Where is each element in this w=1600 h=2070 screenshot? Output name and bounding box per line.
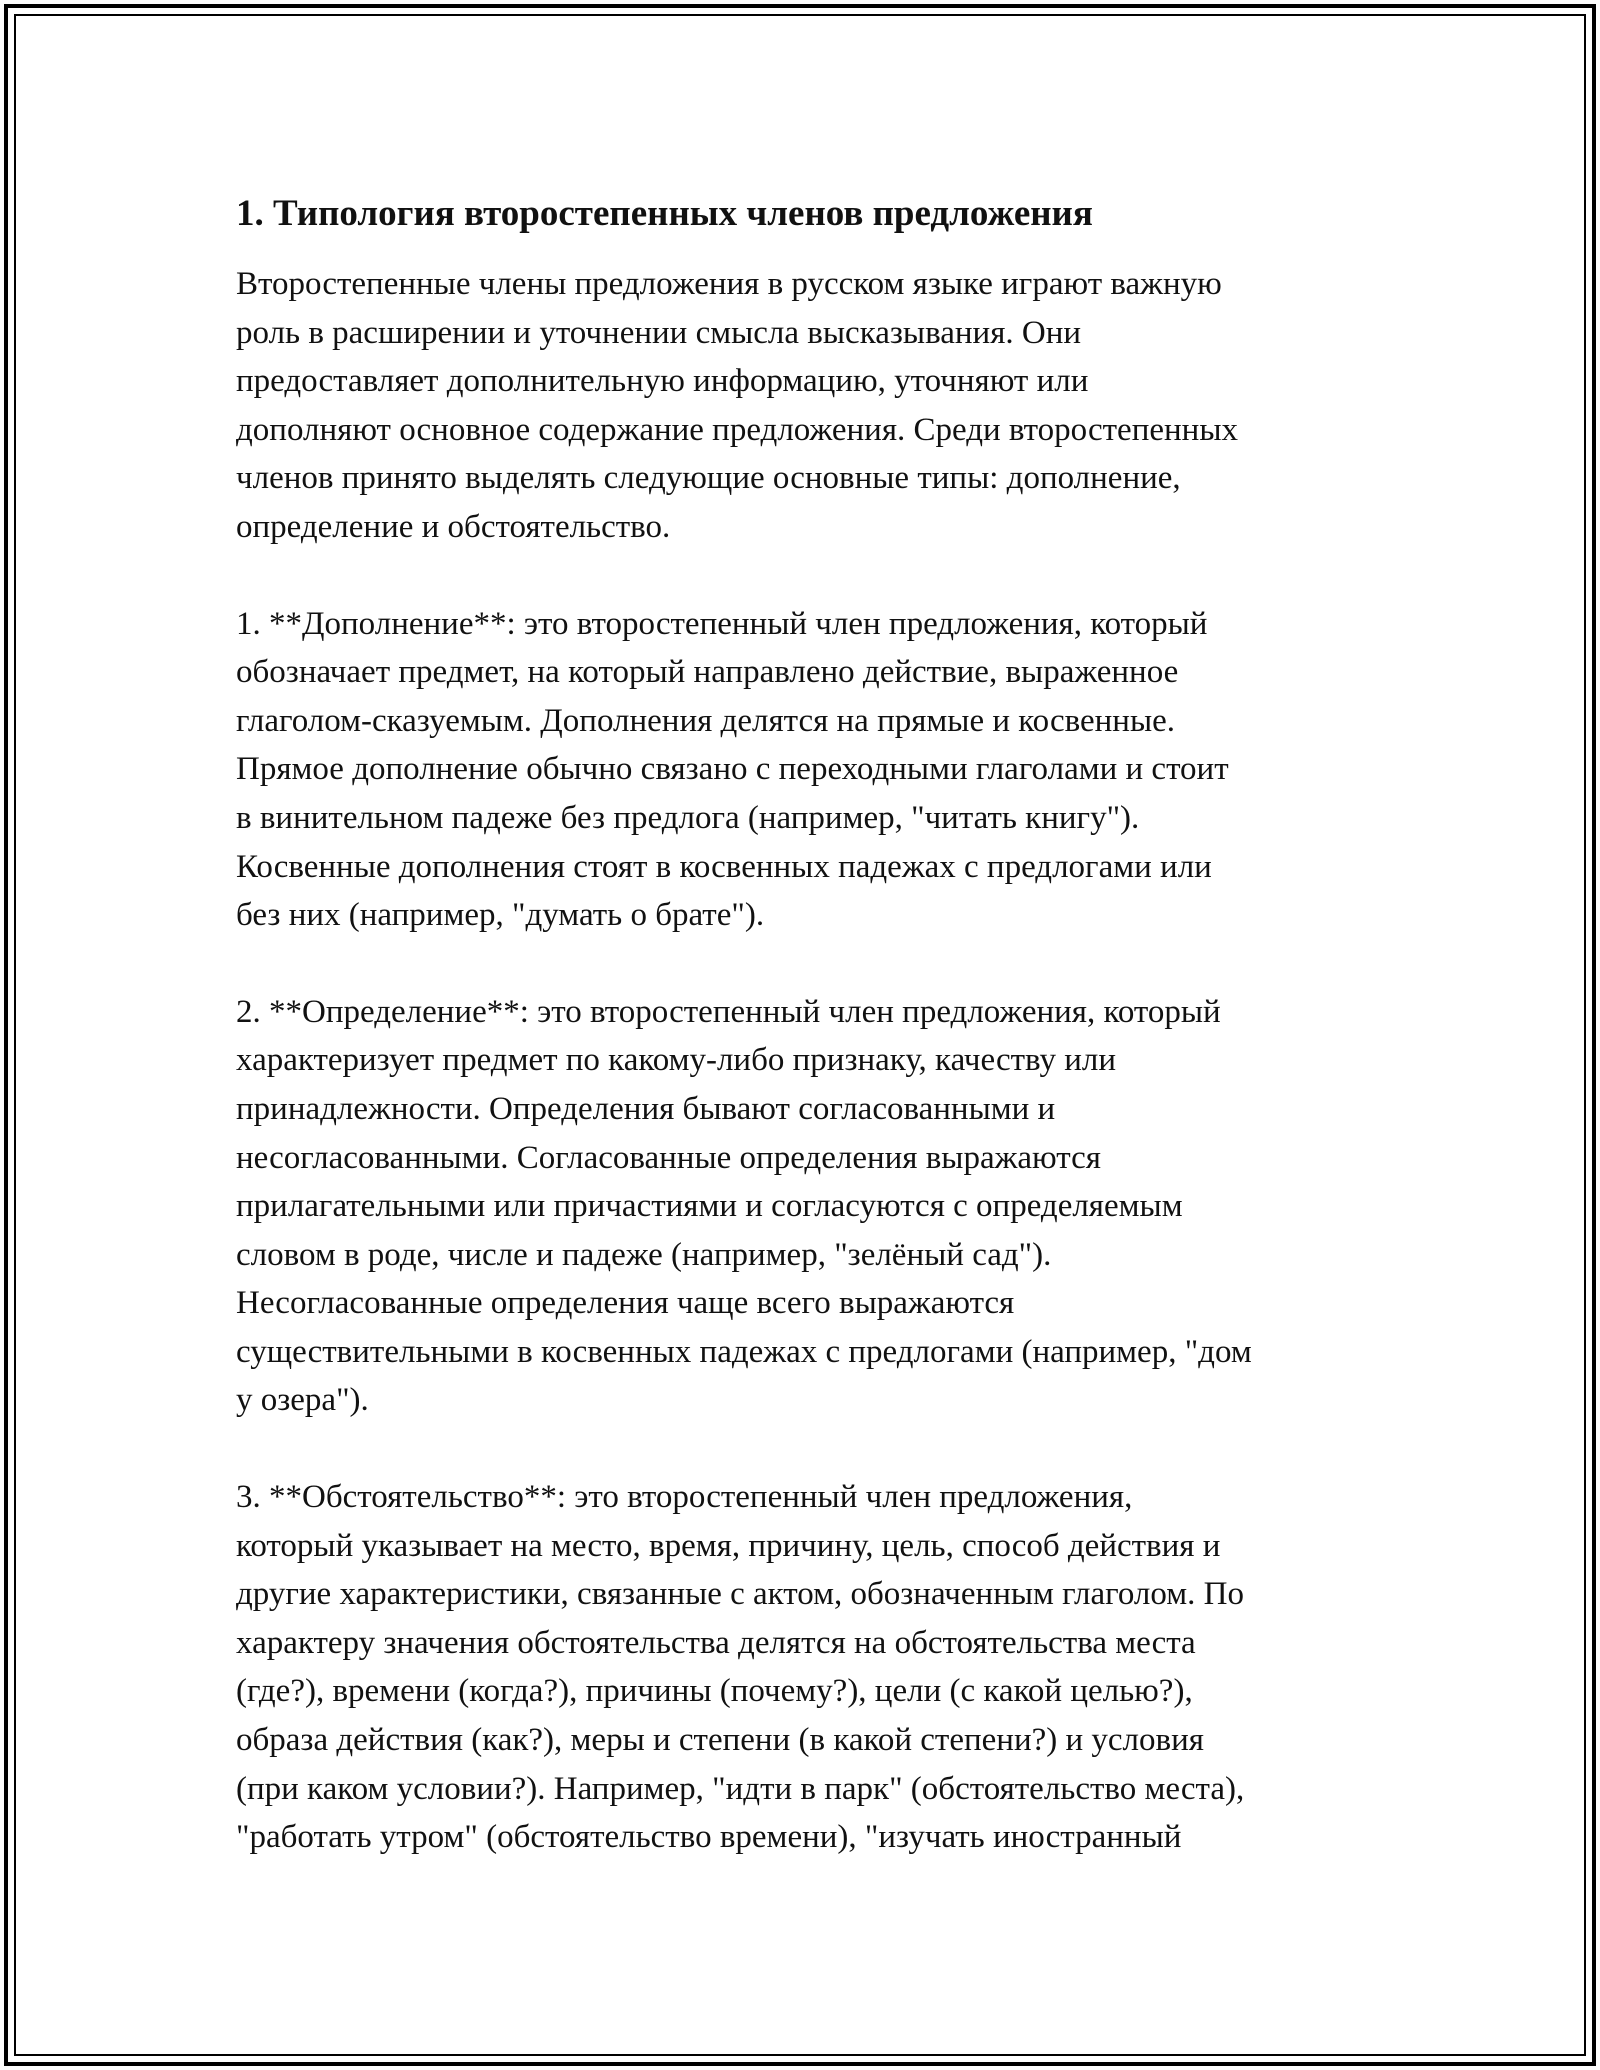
paragraph-dopolnenie: 1. **Дополнение**: это второстепенный член предложения, который обозначает предмет, на который направлено действие, выраженное глаголом-сказуемым. Дополнения делятся на прямые и косвенные. Прямое дополнение обычно связано с переходными глаголами и стоит в винительном падеже без предлога (например, "читать книгу"). Косвенные дополнения стоят в косвенных падежах с предлогами или без них (например, "думать о брате"). [236, 605, 1229, 934]
paragraph-intro: Второстепенные члены предложения в русском языке играют важную роль в расширении и уточнении смысла высказывания. Они предоставляет дополнительную информацию, уточняют или дополняют основное содержание предложения. Среди второстепенных членов принято выделять следующие основные типы: дополнение, определение и обстоятельство. [236, 266, 1239, 545]
section-heading: 1. Типология второстепенных членов предложения [236, 193, 1093, 234]
document-body [236, 186, 1366, 1910]
paragraph-opredelenie: 2. **Определение**: это второстепенный член предложения, который характеризует предмет по какому-либо признаку, качеству или принадлежности. Определения бывают согласованными и несогласованными. Согласованные определения выражаются прилагательными или причастиями и согласуются с определяемым словом в роде, числе и падеже (например, "зелёный сад"). Несогласованные определения чаще всего выражаются существительными в косвенных падежах с предлогами (например, "дом у озера"). [236, 993, 1252, 1419]
paragraph-obstoyatelstvo: 3. **Обстоятельство**: это второстепенный член предложения, который указывает на место, время, причину, цель, способ действия и другие характеристики, связанные с актом, обозначенным глаголом. По характеру значения обстоятельства делятся на обстоятельства места (где?), времени (когда?), причины (почему?), цели (с какой целью?), образа действия (как?), меры и степени (в какой степени?) и условия (при каком условии?). Например, "идти в парк" (обстоятельство места), "работать утром" (обстоятельство времени), "изучать иностранный [236, 1479, 1245, 1856]
